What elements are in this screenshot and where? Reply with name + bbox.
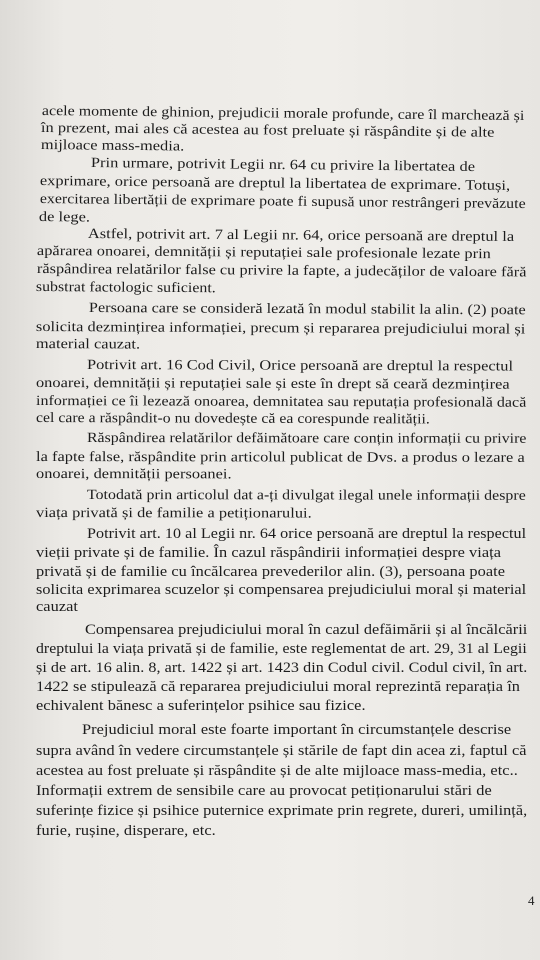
text-line: dreptului la viața privată și de familie, este reglementat de art. 29, 31 al Legii [36,641,527,657]
text-line: viața privată și de familie a petiționarului. [35,505,312,522]
text-line: furie, rușine, disperare, etc. [36,823,216,839]
text-line: onoarei, demnității și reputației sale și este în drept să ceară dezmințirea [35,375,510,393]
page-number: 4 [528,893,535,908]
text-line: suferințe fizice și psihice puternice exprimate prin regrete, dureri, umilință, [36,803,528,819]
text-line: la fapte false, răspândite prin articolul publicat de Dvs. a produs o lezare a [35,449,525,466]
text-line: exercitarea libertății de exprimare poate fi supusă unor restrângeri prevăzute [39,191,526,213]
text-line: cauzat [36,599,79,615]
text-line: și de art. 16 alin. 8, art. 1422 și art. 1423 din Codul civil. Codul civil, în art. [36,660,528,676]
text-line: Potrivit art. 10 al Legii nr. 64 orice persoană are dreptul la respectul [87,526,527,542]
text-line: acestea au fost preluate și răspândite și de alte mijloace mass-media, etc.. [36,763,518,779]
text-line: Persoana care se consideră lezată în modul stabilit la alin. (2) poate [88,300,526,319]
text-line: onoarei, demnității persoanei. [35,466,232,483]
text-line: apărarea onoarei, demnității și reputației sale profesionale lezate prin [36,243,491,263]
text-line: solicita dezmințirea informației, precum și repararea prejudiciului moral și [35,319,526,338]
text-line: privată și de familie cu încălcarea prevederilor alin. (3), persoana poate [36,564,506,580]
text-line: Răspândirea relatărilor defăimătoare care conțin informații cu privire [86,430,527,447]
text-line: răspândirea relatărilor false cu privire la fapte, a judecăților de valoare fără [36,261,527,281]
text-line: vieții private și de familie. În cazul răspândirii informației despre viața [36,545,502,561]
text-line: material cauzat. [35,336,141,353]
text-line: mijloace mass-media. [40,137,185,155]
text-line: Totodată prin articolul dat a-ți divulgat ilegal unele informații despre [86,487,526,504]
text-line: 1422 se stipulează că repararea prejudiciului moral reprezintă reparația în [36,679,521,695]
text-line: cel care a răspândit-o nu dovedește că ea corespunde realității. [35,410,430,428]
text-line: echivalent bănesc a suferințelor psihice sau fizice. [36,698,366,714]
text-line: acele momente de ghinion, prejudicii morale profunde, care îl marchează și [41,103,525,125]
text-line: Potrivit art. 16 Cod Civil, Orice persoană are dreptul la respectul [86,357,514,375]
text-line: în prezent, mai ales că acestea au fost preluate și răspândite și de alte [40,120,495,141]
text-line: substrat factologic suficient. [35,279,216,297]
text-line: supra având în vedere circumstanțele și stările de fapt din acea zi, faptul că [36,743,527,759]
text-line: Prejudiciul moral este foarte important în circumstanțele descrise [82,722,512,738]
text-line: de lege. [38,209,91,226]
text-line: Informații extrem de sensibile care au provocat petiționarului stări de [36,783,492,799]
text-line: solicita exprimarea scuzelor și compensarea prejudiciului moral și material [36,582,527,598]
text-line: Astfel, potrivit art. 7 al Legii nr. 64, orice persoană are dreptul la [87,226,515,245]
text-line: Compensarea prejudiciului moral în cazul defăimării și al încălcării [85,622,528,638]
text-line: exprimare, orice persoană are dreptul la libertatea de exprimare. Totuși, [39,173,511,194]
text-line: informației ce îi lezează onoarea, demnitatea sau reputația profesională dacă [35,393,527,411]
text-line: Prin urmare, potrivit Legii nr. 64 cu privire la libertatea de [90,155,476,176]
